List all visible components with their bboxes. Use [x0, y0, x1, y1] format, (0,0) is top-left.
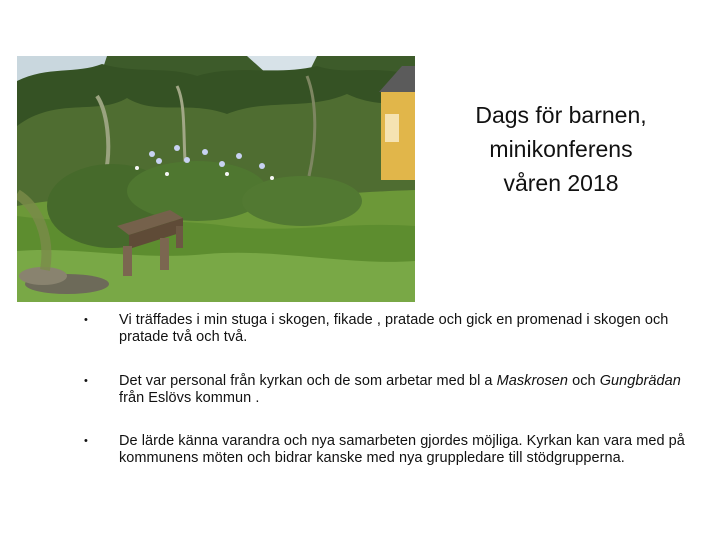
bullet-list — [84, 312, 704, 467]
bullet-text: Vi träffades i min stuga i skogen, fikade , pratade och gick en promenad i skogen och pratade två och två. — [119, 312, 669, 345]
bullet-dot: • — [84, 314, 88, 326]
organization-name-gungbradan: Gungbrädan — [599, 373, 681, 389]
bullet-text-segment: Det var personal från kyrkan och de som arbetar med bl a — [119, 373, 497, 389]
bullet-item — [84, 433, 704, 467]
slide-title — [430, 98, 692, 200]
bullet-text-segment: från Eslövs kommun . — [119, 390, 260, 406]
bullet-text: De lärde känna varandra och nya samarbeten gjordes möjliga. Kyrkan kan vara med på kommunens möten och bidrar kanske med nya gruppledare till stödgrupperna. — [119, 433, 685, 466]
garden-photo-illustration — [17, 56, 415, 302]
slide-title-line-2: minikonferens — [489, 136, 633, 162]
slide-title-line-1: Dags för barnen, — [475, 102, 647, 128]
garden-photo — [17, 56, 415, 302]
bullet-text-segment: och — [568, 373, 600, 389]
bullet-text — [119, 373, 681, 406]
bullet-item — [84, 312, 704, 373]
organization-name-maskrosen: Maskrosen — [496, 373, 568, 389]
bullet-item — [84, 373, 704, 433]
slide-title-line-3: våren 2018 — [503, 170, 619, 196]
bullet-dot: • — [84, 375, 88, 387]
bullet-dot: • — [84, 435, 88, 447]
